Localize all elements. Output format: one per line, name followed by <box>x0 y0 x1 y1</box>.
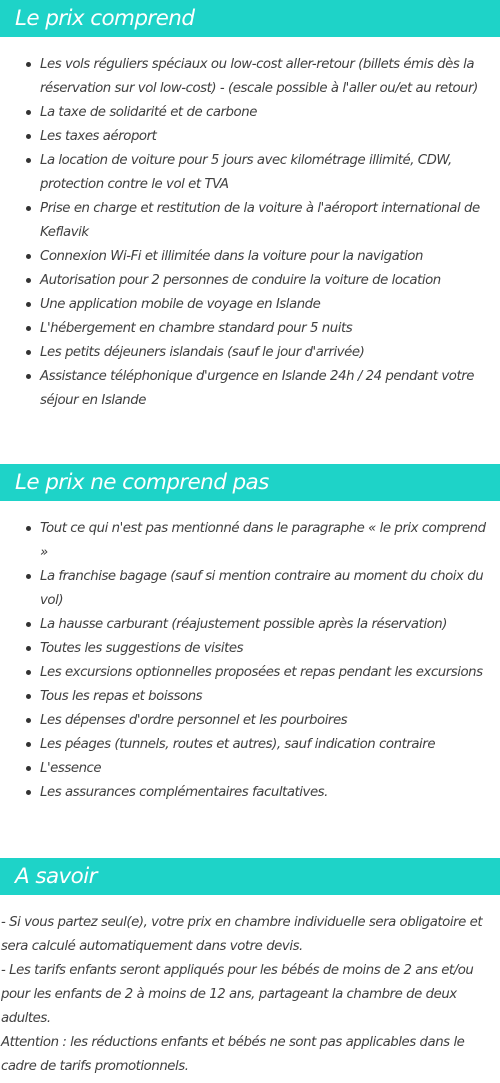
excludes-list-item: Toutes les suggestions de visites <box>40 637 494 661</box>
includes-list-item: Autorisation pour 2 personnes de conduire la voiture de location <box>40 269 494 293</box>
includes-list-item: Assistance téléphonique d'urgence en Islande 24h / 24 pendant votre séjour en Islande <box>40 365 494 413</box>
excludes-list <box>0 501 500 805</box>
includes-list-item: Les vols réguliers spéciaux ou low-cost aller-retour (billets émis dès la réservation sur vol low-cost) - (escale possible à l'aller ou/et au retour) <box>40 53 494 101</box>
section-header-excludes: Le prix ne comprend pas <box>0 464 500 501</box>
excludes-list-item: Tous les repas et boissons <box>40 685 494 709</box>
includes-list-item: Connexion Wi-Fi et illimitée dans la voiture pour la navigation <box>40 245 494 269</box>
excludes-list-item: Les péages (tunnels, routes et autres), sauf indication contraire <box>40 733 494 757</box>
excludes-list-item: La franchise bagage (sauf si mention contraire au moment du choix du vol) <box>40 565 494 613</box>
savoir-note: - Les tarifs enfants seront appliqués pour les bébés de moins de 2 ans et/ou pour les enfants de 2 à moins de 12 ans, partageant la chambre de deux adultes. <box>1 963 474 1026</box>
savoir-note: Attention : les réductions enfants et bébés ne sont pas applicables dans le cadre de tarifs promotionnels. <box>1 1035 465 1074</box>
section-savoir <box>0 858 500 1079</box>
includes-list <box>0 37 500 413</box>
excludes-list-item: La hausse carburant (réajustement possible après la réservation) <box>40 613 494 637</box>
excludes-list-item: Les dépenses d'ordre personnel et les pourboires <box>40 709 494 733</box>
includes-list-item: L'hébergement en chambre standard pour 5 nuits <box>40 317 494 341</box>
section-header-includes: Le prix comprend <box>0 0 500 37</box>
excludes-list-item: Les excursions optionnelles proposées et repas pendant les excursions <box>40 661 494 685</box>
savoir-note: - Si vous partez seul(e), votre prix en chambre individuelle sera obligatoire et sera calculé automatiquement dans votre devis. <box>1 915 483 954</box>
savoir-notes <box>0 895 500 1079</box>
includes-list-item: La location de voiture pour 5 jours avec kilométrage illimité, CDW, protection contre le vol et TVA <box>40 149 494 197</box>
includes-list-item: Les petits déjeuners islandais (sauf le jour d'arrivée) <box>40 341 494 365</box>
includes-list-item: La taxe de solidarité et de carbone <box>40 101 494 125</box>
section-header-savoir: A savoir <box>0 858 500 895</box>
excludes-list-item: Tout ce qui n'est pas mentionné dans le paragraphe « le prix comprend » <box>40 517 494 565</box>
excludes-list-item: L'essence <box>40 757 494 781</box>
section-excludes <box>0 464 500 805</box>
excludes-list-item: Les assurances complémentaires facultatives. <box>40 781 494 805</box>
section-includes <box>0 0 500 413</box>
includes-list-item: Prise en charge et restitution de la voiture à l'aéroport international de Keflavik <box>40 197 494 245</box>
includes-list-item: Une application mobile de voyage en Islande <box>40 293 494 317</box>
includes-list-item: Les taxes aéroport <box>40 125 494 149</box>
